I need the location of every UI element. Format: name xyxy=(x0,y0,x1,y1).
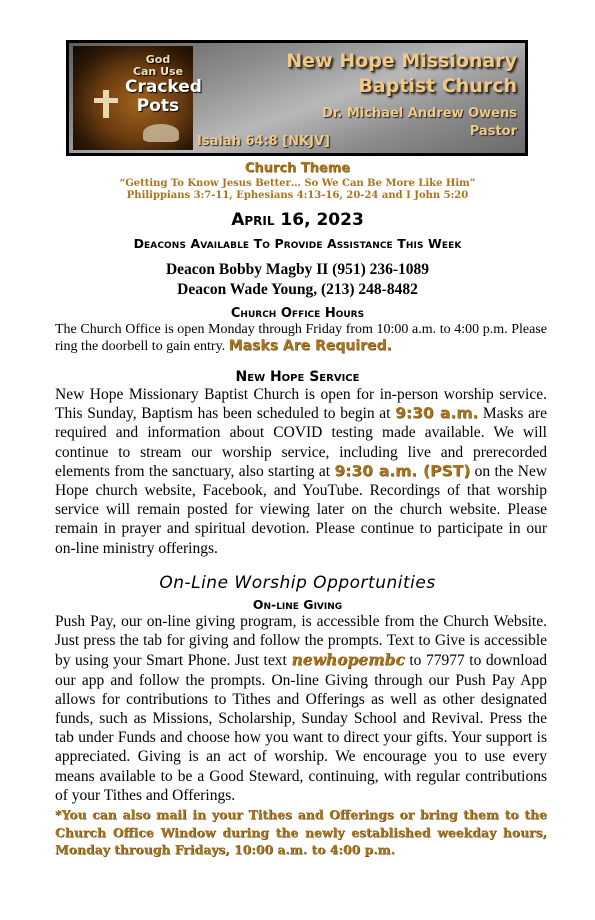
deacons-heading: Deacons Available To Provide Assistance This Week xyxy=(133,236,462,251)
scripture-reference: Isaiah 64:8 [NKJV] xyxy=(197,134,330,149)
cross-icon xyxy=(103,90,109,118)
online-giving-text: Push Pay, our on-line giving program, is accessible from the Church Website. Just press the tab for giving and follow the prompts. Text to Give is accessible by using your Smart Phone. Just text newhopembc to 77977 to download our app and follow the prompts. On-line Giving through our Push Pay App allows for contributions to Tithes and Offerings as well as other designated funds, such as Missions, Scholarship, Sunday School and Revival. Press the tab under Funds and choose how you want to direct your gifts. Your support is appreciated. Giving is an act of worship. We encourage you to use every means available to be a Good Steward, continuing, with regular contributions of your Tithes and Offerings. xyxy=(55,613,547,804)
stream-time: 9:30 a.m. (PST) xyxy=(334,461,471,480)
jar-caption: God Can Use Cracked Pots xyxy=(125,53,202,116)
header-banner xyxy=(66,40,528,156)
online-giving-heading: On-line Giving xyxy=(252,597,343,612)
theme-quote: “Getting To Know Jesus Better… So We Can Be More Like Him” Philippians 3:7-11, Ephesians 4:13-16, 20-24 and I John 5:20 xyxy=(119,178,476,201)
service-heading: New Hope Service xyxy=(235,369,360,385)
online-worship-heading: On-Line Worship Opportunities xyxy=(159,573,436,593)
service-time: 9:30 a.m. xyxy=(395,404,479,423)
bulletin-date: April 16, 2023 xyxy=(231,210,364,230)
deacon-contact: Deacon Wade Young, (213) 248-8482 xyxy=(177,281,418,298)
broken-pots-image xyxy=(143,124,179,142)
service-text: New Hope Missionary Baptist Church is open for in-person worship service. This Sunday, Baptism has been scheduled to begin at 9:30 a.m. Masks are required and information about COVID testing made available. We will continue to stream our worship service, including live and prerecorded elements from the sanctuary, also starting at 9:30 a.m. (PST) on the New Hope church website, Facebook, and YouTube. Recordings of that worship service will remain posted for viewing later on the church website. Please remain in prayer and spiritual devotion. Please continue to participate in our on-line ministry offerings. xyxy=(55,386,548,557)
office-hours-text: The Church Office is open Monday through Friday from 10:00 a.m. to 4:00 p.m. Please ring the doorbell to gain entry. Masks Are Required. xyxy=(55,322,547,354)
theme-title: Church Theme xyxy=(244,161,351,176)
office-hours-heading: Church Office Hours xyxy=(230,306,365,321)
masks-required-note: Masks Are Required. xyxy=(228,338,392,354)
church-name: New Hope Missionary Baptist Church xyxy=(286,50,517,97)
pastor-info: Dr. Michael Andrew Owens Pastor xyxy=(322,106,517,139)
deacon-contact: Deacon Bobby Magby II (951) 236-1089 xyxy=(165,261,430,278)
text-to-give-code: newhopembc xyxy=(291,650,405,670)
cracked-pot-image xyxy=(73,46,202,150)
mail-offering-note: *You can also mail in your Tithes and Offerings or bring them to the Church Office Window during the newly established weekday hours, Monday through Fridays, 10:00 a.m. to 4:00 p.m. xyxy=(55,807,547,857)
